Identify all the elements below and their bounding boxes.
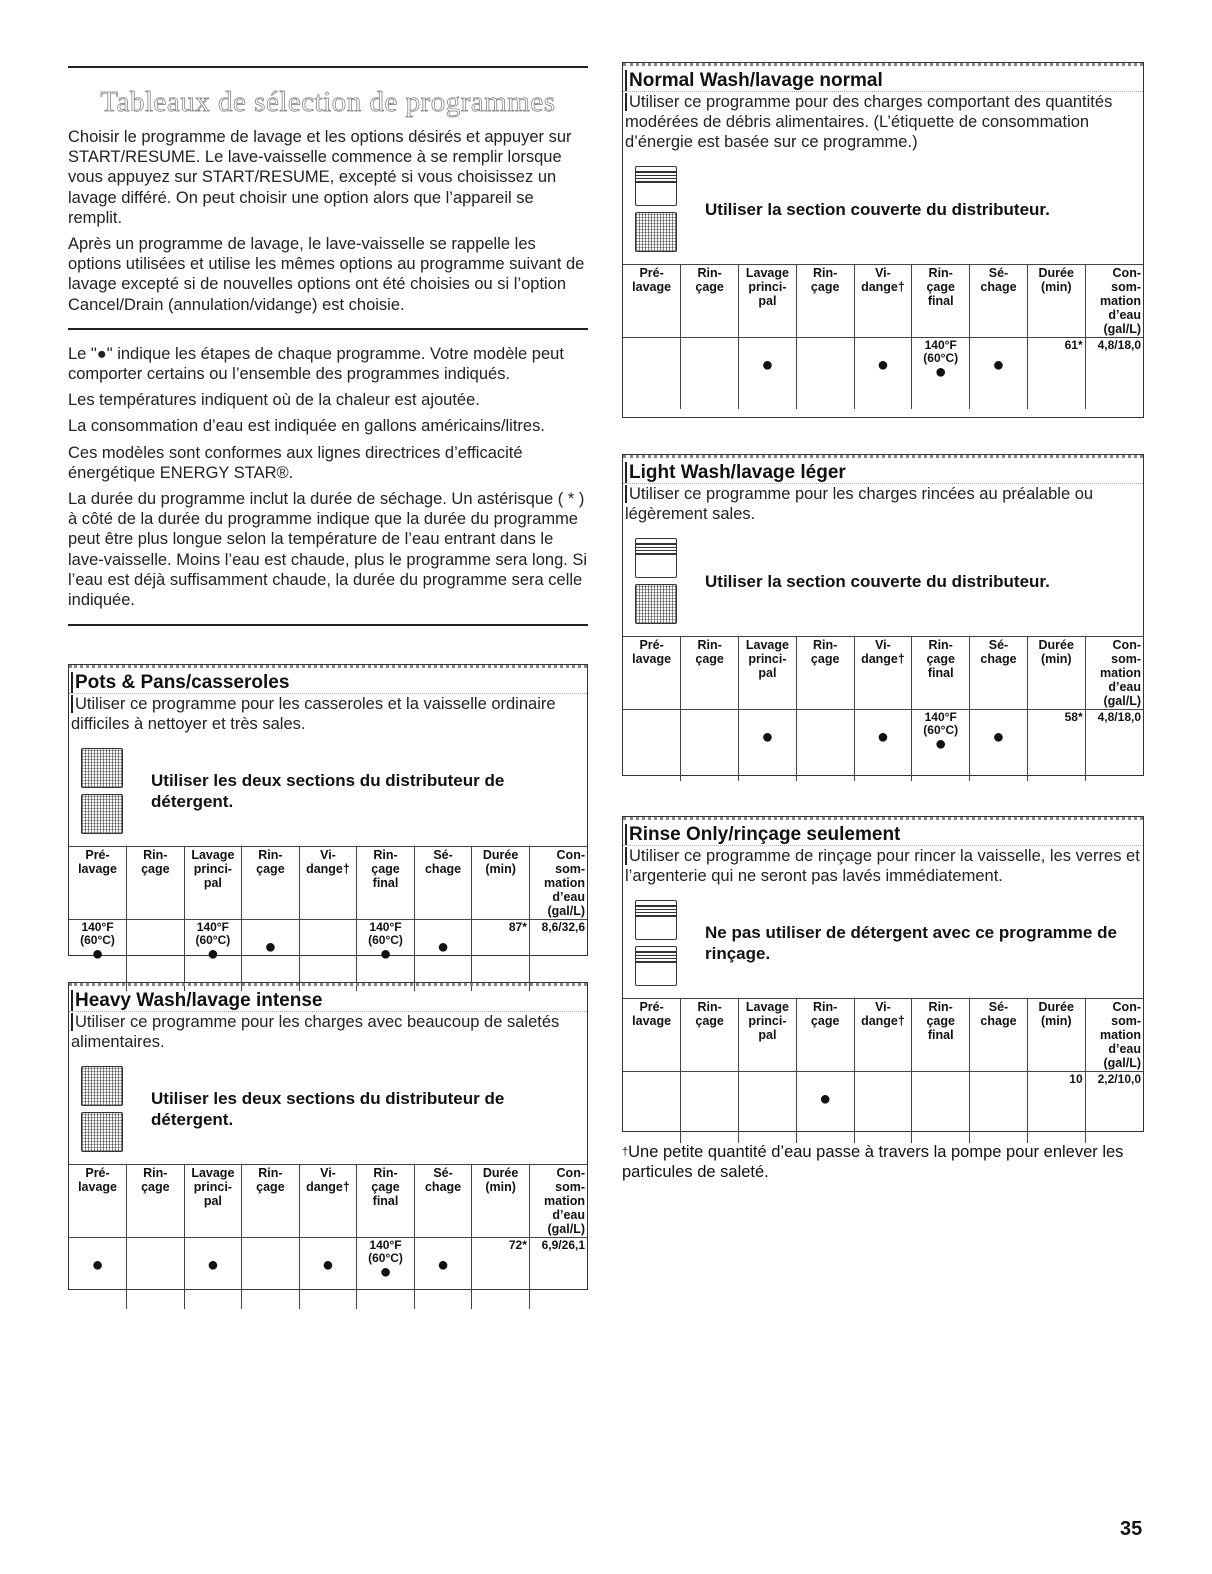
note-energy-star: Ces modèles sont conformes aux lignes directrices d’efficacité énergétique ENERGY STAR®. <box>68 443 523 482</box>
table-cell <box>970 710 1028 782</box>
step-value: 140°F <box>369 1238 402 1253</box>
column-header: Rin- çage final <box>357 847 415 920</box>
column-header: Sé- chage <box>414 847 472 920</box>
column-header: Rin- çage <box>681 637 739 710</box>
table-cell <box>127 1238 185 1310</box>
table-cell <box>912 710 970 782</box>
right-column <box>622 62 1144 1182</box>
column-header: Lavage princi- pal <box>184 1165 242 1238</box>
step-dot: ● <box>876 354 889 376</box>
step-dot: ● <box>992 726 1005 748</box>
table-header-row <box>623 637 1143 710</box>
column-header: Durée (min) <box>1027 265 1085 338</box>
table-cell <box>912 338 970 410</box>
table-cell <box>472 1238 530 1310</box>
program-description <box>69 1012 587 1058</box>
table-cell <box>854 710 912 782</box>
dispenser-text: Utiliser la section couverte du distributeur. <box>705 199 1050 219</box>
step-value: 140°F <box>924 338 957 352</box>
step-dot: ● <box>437 936 450 959</box>
column-header: Sé- chage <box>414 1165 472 1238</box>
table-cell <box>1027 338 1085 410</box>
table-cell <box>1085 710 1143 782</box>
table-row <box>623 710 1143 782</box>
step-value: 140°F <box>196 920 229 935</box>
step-value: 58* <box>1064 710 1083 724</box>
column-header: Vi- dange† <box>854 637 912 710</box>
table-cell <box>1027 710 1085 782</box>
column-header: Vi- dange† <box>299 1165 357 1238</box>
page-title: Tableaux de sélection de programmes <box>100 86 556 118</box>
column-header: Con- som- mation d’eau (gal/L) <box>1085 999 1143 1072</box>
section-rule <box>68 328 588 330</box>
footnote-symbol: † <box>622 1146 629 1158</box>
step-dot: ● <box>321 1254 334 1277</box>
detergent-cup-empty-icon <box>635 900 677 940</box>
table-cell <box>414 1238 472 1310</box>
note-water: La consommation d’eau est indiquée en gallons américains/litres. <box>68 417 545 436</box>
column-header: Con- som- mation d’eau (gal/L) <box>529 1165 587 1238</box>
step-value: 8,6/32,6 <box>541 920 585 935</box>
step-dot: ● <box>876 726 889 748</box>
program-description <box>623 846 1143 892</box>
table-cell <box>1027 1072 1085 1144</box>
column-header: Rin- çage <box>796 637 854 710</box>
table-header-row <box>69 1165 587 1238</box>
dispenser-instruction <box>69 740 587 846</box>
column-header: Sé- chage <box>970 637 1028 710</box>
dispenser-text: Utiliser les deux sections du distributeur de détergent. <box>151 1089 505 1130</box>
program-table <box>623 636 1143 781</box>
program-description-text: Utiliser ce programme de rinçage pour rincer la vaisselle, les verres et l’argenterie qui ne seront pas lavés immédiatement. <box>625 847 1140 885</box>
step-value: 10 <box>1069 1072 1083 1086</box>
step-dot: ● <box>206 1254 219 1277</box>
column-header: Sé- chage <box>970 999 1028 1072</box>
step-dot: ● <box>379 1261 392 1284</box>
table-cell <box>970 338 1028 410</box>
program-description-text: Utiliser ce programme pour les casseroles et la vaisselle ordinaire difficiles à nettoyer et très sales. <box>71 695 556 734</box>
table-header-row <box>69 847 587 920</box>
left-column <box>68 66 588 1290</box>
table-row <box>623 338 1143 410</box>
table-cell <box>739 1072 797 1144</box>
note-temperatures: Les températures indiquent où de la chaleur est ajoutée. <box>68 391 480 410</box>
table-cell <box>184 1238 242 1310</box>
dispenser-text: Utiliser les deux sections du distributeur de détergent. <box>151 771 505 812</box>
column-header: Pré- lavage <box>69 847 127 920</box>
detergent-cup-icon <box>81 748 123 788</box>
program-description <box>623 484 1143 530</box>
detergent-cup-icon <box>635 584 677 624</box>
program-description <box>623 92 1143 158</box>
step-value: 140°F <box>369 920 402 935</box>
dispenser-instruction <box>623 892 1143 998</box>
column-header: Con- som- mation d’eau (gal/L) <box>1085 265 1143 338</box>
step-dot: ● <box>819 1088 832 1110</box>
step-value: 4,8/18,0 <box>1097 710 1141 724</box>
detergent-cup-empty-icon <box>635 946 677 986</box>
table-cell <box>854 1072 912 1144</box>
dispenser-icons <box>635 900 691 986</box>
program-title <box>623 63 1143 92</box>
step-value: 72* <box>508 1238 527 1253</box>
column-header: Durée (min) <box>1027 637 1085 710</box>
step-dot: ● <box>992 354 1005 376</box>
step-dot: ● <box>91 943 104 966</box>
step-value: 61* <box>1064 338 1083 352</box>
column-header: Lavage princi- pal <box>739 265 797 338</box>
intro-paragraph-2: Après un programme de lavage, le lave-vaisselle se rappelle les options utilisées et utilise les mêmes options au programme suivant de lavage excepté si de nouvelles options ont été choisies ou si l’option Cancel/Drain (annulation/vidange) est choisie. <box>68 235 585 314</box>
step-value: (60°C) <box>368 1251 403 1266</box>
column-header: Rin- çage final <box>912 999 970 1072</box>
column-header: Rin- çage <box>796 999 854 1072</box>
program-title <box>69 983 587 1012</box>
step-value: (60°C) <box>923 351 959 365</box>
step-dot: ● <box>761 726 774 748</box>
step-dot: ● <box>206 943 219 966</box>
top-rule <box>68 66 588 68</box>
step-value: (60°C) <box>80 933 115 948</box>
dispenser-icons <box>81 1066 137 1152</box>
program-title-text: Heavy Wash/lavage intense <box>71 990 322 1011</box>
table-cell <box>1085 1072 1143 1144</box>
dispenser-icons <box>635 166 691 252</box>
step-dot: ● <box>761 354 774 376</box>
table-cell <box>681 338 739 410</box>
column-header: Pré- lavage <box>623 265 681 338</box>
step-value: 6,9/26,1 <box>541 1238 585 1253</box>
column-header: Durée (min) <box>472 1165 530 1238</box>
step-value: 2,2/10,0 <box>1097 1072 1141 1086</box>
column-header: Pré- lavage <box>623 637 681 710</box>
column-header: Rin- çage <box>127 847 185 920</box>
table-cell <box>796 338 854 410</box>
program-heavy <box>68 982 588 1290</box>
program-description-text: Utiliser ce programme pour les charges avec beaucoup de saletés alimentaires. <box>71 1013 560 1052</box>
table-row <box>69 1238 587 1310</box>
detergent-cup-icon <box>81 1112 123 1152</box>
table-cell <box>796 1072 854 1144</box>
detergent-cup-icon <box>81 1066 123 1106</box>
note-steps: Le "●" indique les étapes de chaque programme. Votre modèle peut comporter certains ou l’ensemble des programmes indiqués. <box>68 344 564 384</box>
program-title <box>623 817 1143 846</box>
program-title-text: Pots & Pans/casseroles <box>71 672 289 693</box>
footnote-text: Une petite quantité d’eau passe à travers la pompe pour enlever les particules de saleté. <box>622 1143 1124 1181</box>
column-header: Rin- çage <box>242 1165 300 1238</box>
detergent-cup-icon <box>635 212 677 252</box>
column-header: Rin- çage <box>681 999 739 1072</box>
table-cell <box>529 1238 587 1310</box>
column-header: Rin- çage final <box>357 1165 415 1238</box>
step-dot: ● <box>934 733 947 755</box>
page-number: 35 <box>1120 1518 1143 1540</box>
column-header: Pré- lavage <box>623 999 681 1072</box>
program-title-text: Light Wash/lavage léger <box>625 462 846 483</box>
dispenser-icons <box>635 538 691 624</box>
program-description-text: Utiliser ce programme pour les charges rincées au préalable ou légèrement sales. <box>625 485 1094 523</box>
table-cell <box>739 338 797 410</box>
table-cell <box>681 1072 739 1144</box>
footnote <box>622 1142 1144 1182</box>
program-pots <box>68 664 588 966</box>
step-value: (60°C) <box>195 933 231 948</box>
program-rinse <box>622 816 1144 1132</box>
program-table <box>69 1164 587 1309</box>
step-value: (60°C) <box>923 723 959 737</box>
table-header-row <box>623 265 1143 338</box>
table-cell <box>739 710 797 782</box>
table-cell <box>681 710 739 782</box>
step-value: 140°F <box>924 710 957 724</box>
program-title <box>623 455 1143 484</box>
table-cell <box>970 1072 1028 1144</box>
column-header: Lavage princi- pal <box>184 847 242 920</box>
intro-paragraph-1: Choisir le programme de lavage et les options désirés et appuyer sur START/RESUME. Le lave-vaisselle commence à se remplir lorsque vous appuyez sur START/RESUME, excepté si vous choisissez un lavage différé. On peut choisir une option alors que l’appareil se remplit. <box>68 128 572 227</box>
table-cell <box>623 710 681 782</box>
program-description-text: Utiliser ce programme pour des charges comportant des quantités modérées de débris alimentaires. (L’étiquette de consommation d’énergie est basée sur ce programme.) <box>625 93 1113 151</box>
column-header: Con- som- mation d’eau (gal/L) <box>529 847 587 920</box>
step-value: 4,8/18,0 <box>1097 338 1141 352</box>
column-header: Rin- çage <box>242 847 300 920</box>
table-cell <box>623 1072 681 1144</box>
detergent-cup-empty-icon <box>635 166 677 206</box>
step-value: 140°F <box>81 920 114 935</box>
table-cell <box>796 710 854 782</box>
dispenser-text: Utiliser la section couverte du distributeur. <box>705 571 1050 591</box>
program-light <box>622 454 1144 776</box>
table-cell <box>357 1238 415 1310</box>
step-dot: ● <box>934 361 947 383</box>
dispenser-icons <box>81 748 137 834</box>
program-title <box>69 665 587 694</box>
step-dot: ● <box>379 943 392 966</box>
column-header: Rin- çage final <box>912 637 970 710</box>
step-dot: ● <box>437 1254 450 1277</box>
dispenser-instruction <box>623 158 1143 264</box>
column-header: Vi- dange† <box>854 999 912 1072</box>
table-cell <box>242 1238 300 1310</box>
column-header: Rin- çage <box>796 265 854 338</box>
program-table <box>623 998 1143 1143</box>
column-header: Sé- chage <box>970 265 1028 338</box>
program-title-text: Rinse Only/rinçage seulement <box>625 824 900 845</box>
column-header: Durée (min) <box>472 847 530 920</box>
table-cell <box>912 1072 970 1144</box>
table-header-row <box>623 999 1143 1072</box>
column-header: Rin- çage final <box>912 265 970 338</box>
column-header: Durée (min) <box>1027 999 1085 1072</box>
detergent-cup-icon <box>81 794 123 834</box>
table-cell <box>69 1238 127 1310</box>
dispenser-text: Ne pas utiliser de détergent avec ce programme de rinçage. <box>705 923 1117 963</box>
column-header: Con- som- mation d’eau (gal/L) <box>1085 637 1143 710</box>
column-header: Rin- çage <box>681 265 739 338</box>
step-value: 87* <box>508 920 527 935</box>
program-title-text: Normal Wash/lavage normal <box>625 70 883 91</box>
table-cell <box>854 338 912 410</box>
step-dot: ● <box>91 1254 104 1277</box>
table-cell <box>623 338 681 410</box>
program-table <box>623 264 1143 409</box>
note-duration: La durée du programme inclut la durée de séchage. Un astérisque ( * ) à côté de la durée du programme indique que la durée du programme peut être plus longue selon la température de l’eau entrant dans le lave-vaisselle. Moins l’eau est chaude, plus le programme sera long. Si l’eau est déjà suffisamment chaude, la durée du programme sera celle indiquée. <box>68 490 588 610</box>
step-dot: ● <box>264 936 277 959</box>
column-header: Lavage princi- pal <box>739 637 797 710</box>
program-description <box>69 694 587 740</box>
column-header: Vi- dange† <box>854 265 912 338</box>
dispenser-instruction <box>623 530 1143 636</box>
column-header: Lavage princi- pal <box>739 999 797 1072</box>
table-cell <box>299 1238 357 1310</box>
detergent-cup-empty-icon <box>635 538 677 578</box>
column-header: Pré- lavage <box>69 1165 127 1238</box>
column-header: Vi- dange† <box>299 847 357 920</box>
dispenser-instruction <box>69 1058 587 1164</box>
table-row <box>623 1072 1143 1144</box>
step-value: (60°C) <box>368 933 403 948</box>
column-header: Rin- çage <box>127 1165 185 1238</box>
table-cell <box>1085 338 1143 410</box>
program-normal <box>622 62 1144 418</box>
